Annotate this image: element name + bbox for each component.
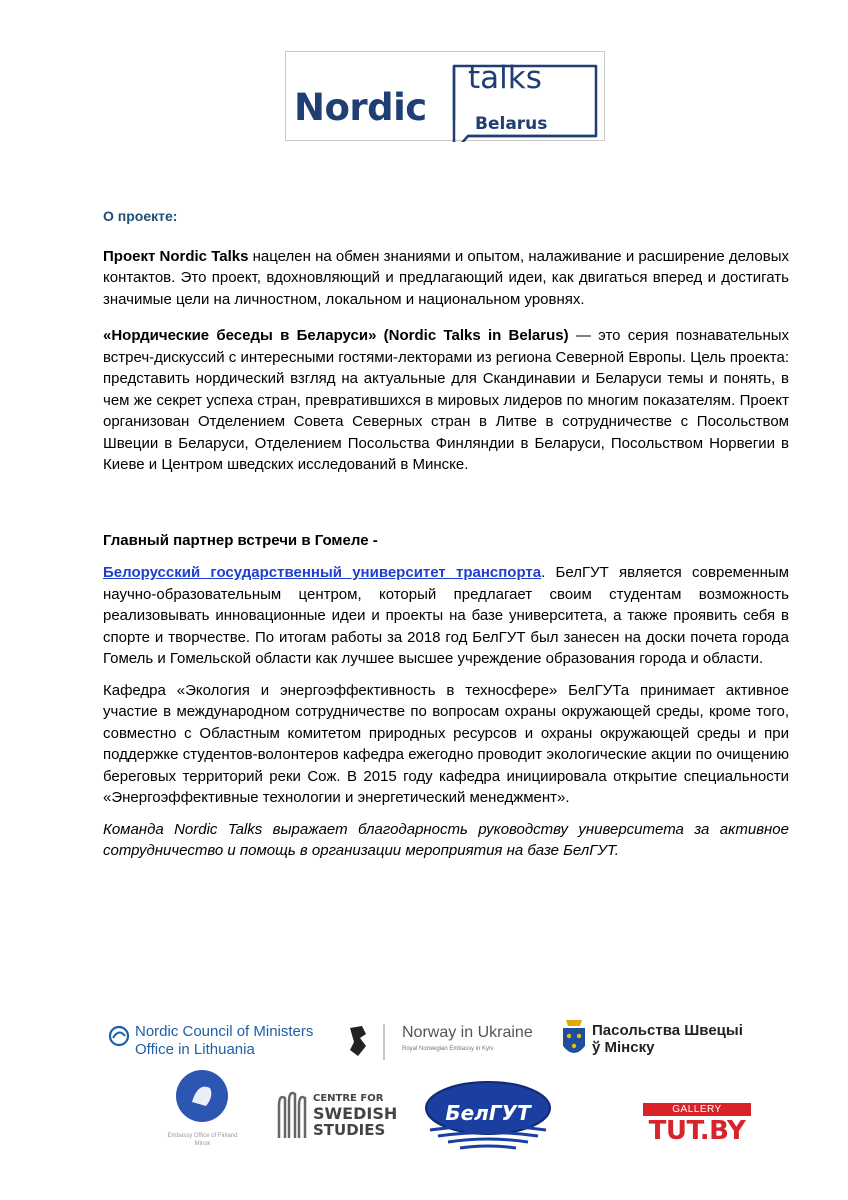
about-heading: О проекте: (103, 208, 178, 224)
logo-word-belarus: Belarus (475, 114, 548, 134)
css-line-2: SWEDISH (313, 1104, 398, 1123)
tut-by-wordmark: TUT.BY (648, 1116, 746, 1146)
nordic-talks-belarus-logo (285, 51, 605, 141)
wave-columns-icon (275, 1088, 311, 1144)
css-line-1: CENTRE FOR (313, 1093, 384, 1104)
norway-main-text: Norway in Ukraine (402, 1024, 533, 1041)
finland-embassy-logo (150, 1068, 255, 1148)
norway-embassy-logo (344, 1018, 544, 1064)
thanks-paragraph: Команда Nordic Talks выражает благодарность руководству университета за активное сотрудничество и помощь в организации мероприятия на базе БелГУТ. (103, 820, 789, 859)
sweden-line-1: Пасольства Швецыі (592, 1022, 743, 1039)
css-line-3: STUDIES (313, 1121, 386, 1139)
tut-by-gallery-logo (643, 1103, 751, 1147)
partner-heading: Главный партнер встречи в Гомеле - (103, 531, 378, 549)
partner-paragraph-1-text: . БелГУТ является современным научно-образовательным центром, который предлагает своим студентам возможность реализовывать инновационные идеи и проекты на базе университета, а также проявить себя в спорте и творчестве. По итогам работы за 2018 год БелГУТ был занесен на доски почета города Гомель и Гомельской области как лучшее высшее учреждение образования города и области. (103, 564, 789, 667)
belgut-wordmark: БелГУТ (445, 1101, 531, 1125)
norway-lion-emblem-icon (344, 1022, 396, 1062)
logo-word-nordic: Nordic (294, 86, 427, 129)
finland-line-1: Embassy Office of Finland (167, 1133, 238, 1139)
norway-sub-text: Royal Norwegian Embassy in Kyiv (402, 1046, 494, 1052)
swedish-coat-of-arms-icon (560, 1016, 588, 1062)
centre-swedish-studies-logo (275, 1088, 398, 1146)
logo-word-talks: talks (468, 60, 542, 96)
sweden-embassy-logo (560, 1016, 750, 1064)
ncm-line-2: Office in Lithuania (135, 1041, 255, 1058)
sweden-line-2: ў Мінску (592, 1039, 655, 1056)
finland-line-2: Minsk (194, 1141, 211, 1147)
project-name: Проект Nordic Talks (103, 247, 249, 265)
nordic-council-logo (107, 1022, 337, 1062)
about-paragraph-2 (103, 325, 789, 476)
belgut-logo (420, 1078, 556, 1152)
about-paragraph-1-text: нацелен на обмен знаниями и опытом, налаживание и расширение деловых контактов. Это проект, вдохновляющий и предлагающий идеи, как двигаться вперед и достигать значимые цели на личностном, локальном и национальном уровнях. (103, 247, 789, 308)
about-paragraph-2-text: — это серия познавательных встреч-дискуссий с интересными гостями-лекторами из региона Северной Европы. Цель проекта: представить нордический взгляд на актуальные для Скандинавии и Беларуси темы и понять, в чем же секрет успеха стран, превратившихся в мировых лидеров по многим показателям. Проект организован Отделением Совета Северных стран в Литве в сотрудничестве с Посольством Швеции в Беларуси, Отделением Посольства Финляндии в Беларуси, Посольством Норвегии в Киеве и Центром шведских исследований в Минске. (103, 327, 790, 473)
series-name: «Нордические беседы в Беларуси» (Nordic Talks in Belarus) (103, 327, 569, 344)
finland-lion-emblem-icon (150, 1068, 255, 1130)
university-link[interactable]: Белорусский государственный университет транспорта (103, 564, 542, 581)
about-paragraph-1 (103, 246, 789, 311)
partner-paragraph-1 (103, 562, 789, 670)
swan-icon (107, 1024, 131, 1048)
document-body (103, 200, 789, 862)
ncm-line-1: Nordic Council of Ministers (135, 1023, 314, 1040)
partner-paragraph-2: Кафедра «Экология и энергоэффективность в техносфере» БелГУТа принимает активное участие в международном сотрудничестве по вопросам охраны окружающей среды, кроме того, совместно с Областным комитетом природных ресурсов и охраны окружающей среды и при поддержке студентов-волонтеров кафедра ежегодно проводит экологические акции по очищению береговых территорий реки Сож. В 2015 году кафедра инициировала открытие специальности «Энергоэффективные технологии и энергетический менеджмент». (103, 681, 789, 806)
gallery-label: GALLERY (643, 1103, 751, 1116)
